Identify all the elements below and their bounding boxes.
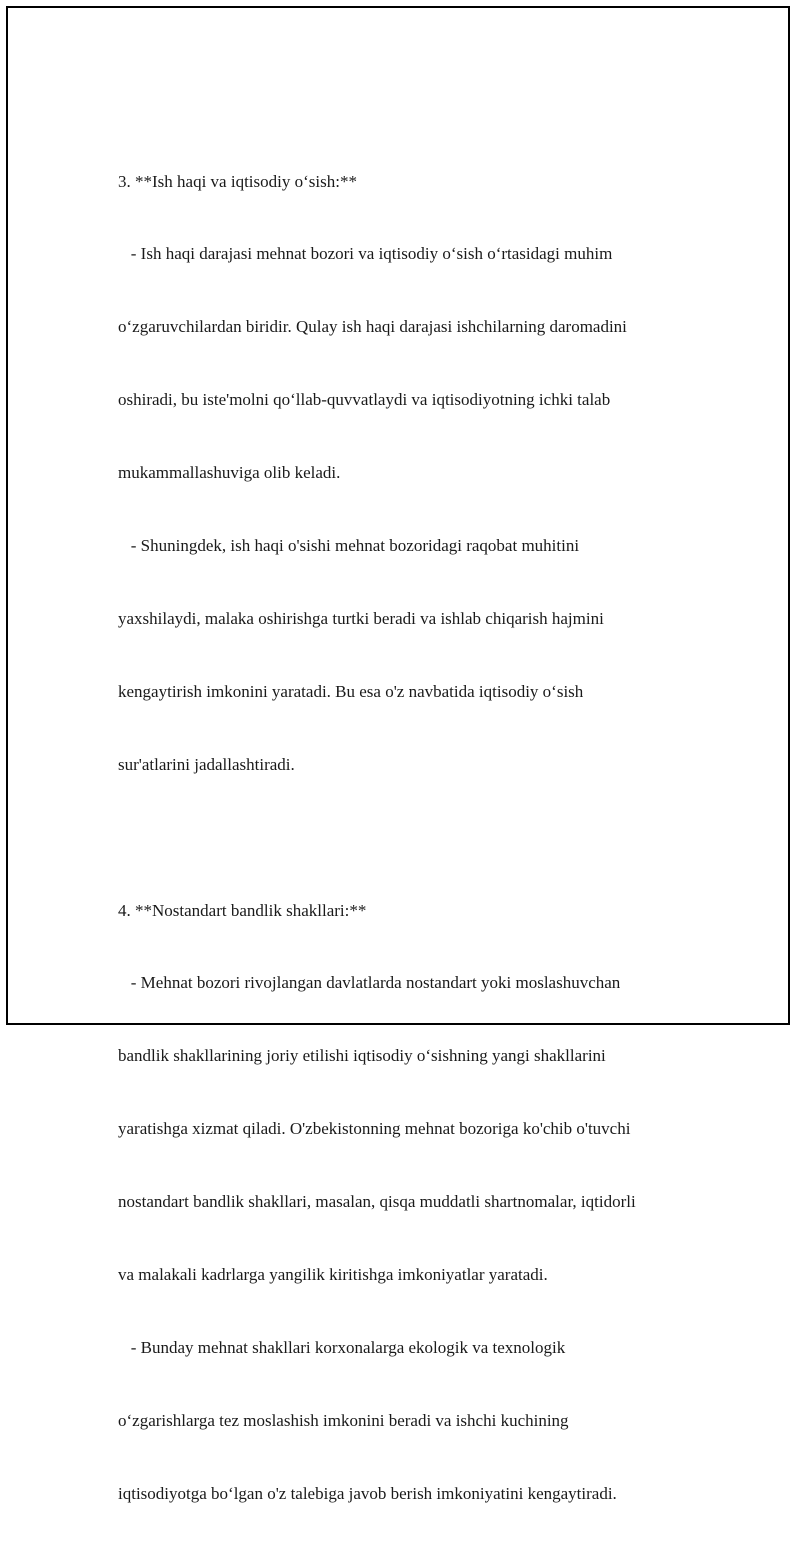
paragraph-line: sur'atlarini jadallashtiradi. — [118, 754, 295, 774]
paragraph-line: o‘zgaruvchilardan biridir. Qulay ish haqi darajasi ishchilarning daromadini — [118, 317, 627, 337]
paragraph-line: yaratishga xizmat qiladi. O'zbekistonning mehnat bozoriga ko'chib o'tuvchi — [118, 1119, 631, 1139]
paragraph-line: oshiradi, bu iste'molni qo‘llab-quvvatlaydi va iqtisodiyotning ichki talab — [118, 390, 611, 410]
paragraph-line: va malakali kadrlarga yangilik kiritishga imkoniyatlar yaratadi. — [118, 1264, 548, 1284]
paragraph-line: - Bunday mehnat shakllari korxonalarga ekologik va texnologik — [118, 1337, 566, 1357]
paragraph-line: bandlik shakllarining joriy etilishi iqtisodiy o‘sishning yangi shakllarini — [118, 1046, 606, 1066]
paragraph-line: - Mehnat bozori rivojlangan davlatlarda nostandart yoki moslashuvchan — [118, 973, 621, 993]
paragraph-line: iqtisodiyotga bo‘lgan o'z talebiga javob berish imkoniyatini kengaytiradi. — [118, 1483, 617, 1503]
paragraph-line: kengaytirish imkonini yaratadi. Bu esa o'z navbatida iqtisodiy o‘sish — [118, 681, 584, 701]
document-page — [6, 6, 790, 1503]
paragraph-line: yaxshilaydi, malaka oshirishga turtki beradi va ishlab chiqarish hajmini — [118, 608, 604, 628]
section-3-heading: 3. **Ish haqi va iqtisodiy o‘sish:** — [118, 171, 357, 191]
document-body — [118, 121, 698, 1555]
paragraph-line: nostandart bandlik shakllari, masalan, qisqa muddatli shartnomalar, iqtidorli — [118, 1192, 636, 1212]
paragraph-line: o‘zgarishlarga tez moslashish imkonini beradi va ishchi kuchining — [118, 1410, 569, 1430]
paragraph-line: mukammallashuviga olib keladi. — [118, 463, 341, 483]
paragraph-line: - Ish haqi darajasi mehnat bozori va iqtisodiy o‘sish o‘rtasidagi muhim — [118, 244, 613, 264]
blank-line — [118, 826, 698, 850]
section-4-heading: 4. **Nostandart bandlik shakllari:** — [118, 900, 367, 920]
paragraph-line: - Shuningdek, ish haqi o'sishi mehnat bozoridagi raqobat muhitini — [118, 536, 580, 556]
